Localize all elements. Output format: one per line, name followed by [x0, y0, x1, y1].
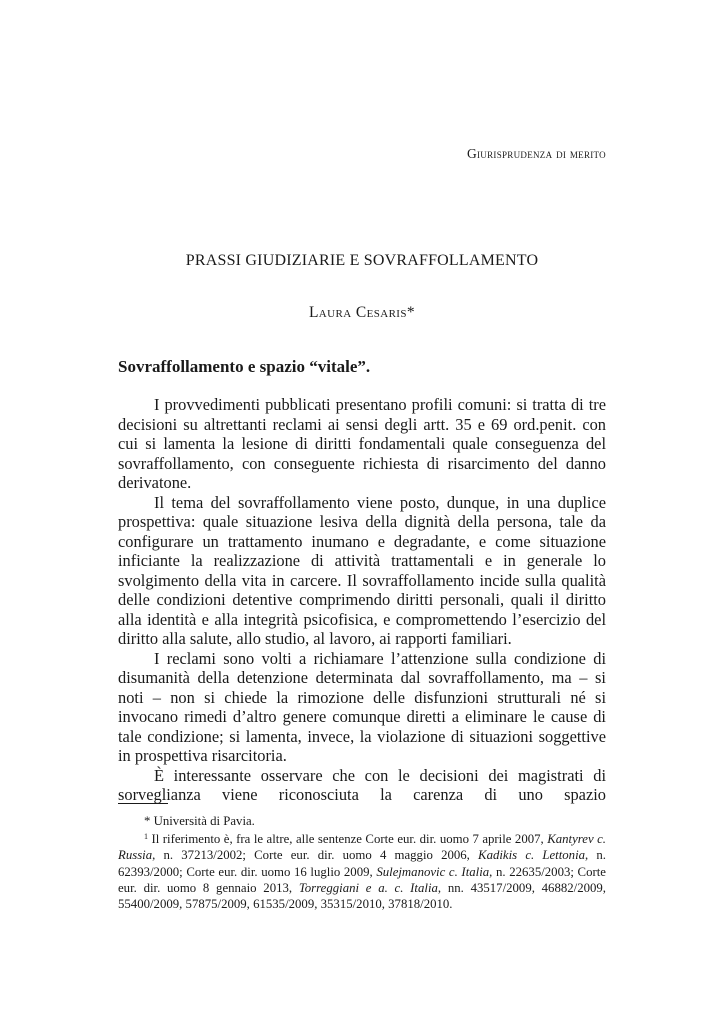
paragraph: I provvedimenti pubblicati presentano profili comuni: si tratta di tre decisioni su altrettanti reclami ai sensi degli artt. 35 e 69 ord.penit. con cui si lamenta la lesione di diritti fondamentali quale conseguenza del sovraffollamento, con conseguente richiesta di risarcimento del danno derivatone.: [118, 395, 606, 492]
footnote-1: [118, 829, 606, 912]
paragraph: È interessante osservare che con le decisioni dei magistrati di sorveglianza viene riconosciuta la carenza di uno spazio: [118, 765, 606, 804]
case-name: Torreggiani e a. c. Italia: [298, 880, 438, 895]
footnote-text: , n. 22635/2003; Corte eur. dir. uomo 8 gennaio 2013,: [118, 864, 606, 895]
footnote-text: , n. 62393/2000; Corte eur. dir. uomo 16 luglio 2009,: [118, 848, 606, 879]
case-name: Sulejmanovic c. Italia: [376, 864, 490, 879]
case-name: Kadikis c. Lettonia: [478, 848, 586, 863]
document-page: [118, 0, 606, 1024]
footnote-text: , nn. 43517/2009, 46882/2009, 55400/2009, 57875/2009, 61535/2009, 35315/2010, 37818/2010.: [118, 880, 607, 912]
article-author: Laura Cesaris*: [308, 304, 416, 321]
case-name: Kantyrev c. Russia: [118, 832, 607, 863]
footnote-marker: 1: [144, 832, 148, 842]
footnote-author-affiliation: * Università di Pavia.: [144, 814, 255, 828]
footnote-text: , n. 37213/2002; Corte eur. dir. uomo 4 maggio 2006,: [152, 848, 479, 863]
footnotes: [118, 813, 606, 912]
footnote-text: Il riferimento è, fra le altre, alle sentenze Corte eur. dir. uomo 7 aprile 2007,: [148, 832, 548, 847]
footnote-divider: [118, 803, 168, 804]
running-head: Giurisprudenza di merito: [466, 146, 606, 161]
section-heading: Sovraffollamento e spazio “vitale”.: [118, 357, 371, 376]
body-text: [118, 395, 606, 805]
paragraph: I reclami sono volti a richiamare l’attenzione sulla condizione di disumanità della detenzione determinata dal sovraffollamento, ma – si noti – non si chiede la rimozione delle disfunzioni strutturali né si invocano rimedi d’altro genere comunque diretti a eliminare le cause di tale condizione; si lamenta, invece, la violazione di situazioni soggettive in prospettiva risarcitoria.: [118, 648, 606, 765]
article-title: PRASSI GIUDIZIARIE E SOVRAFFOLLAMENTO: [185, 252, 539, 269]
paragraph: Il tema del sovraffollamento viene posto, dunque, in una duplice prospettiva: quale situazione lesiva della dignità della persona, tale da configurare un trattamento inumano e degradante, e come situazione inficiante la realizzazione di attività trattamentali e in generale lo svolgimento della vita in carcere. Il sovraffollamento incide sulla qualità delle condizioni detentive comprimendo diritti personali, quali il diritto alla identità e alla integrità psicofisica, e compromettendo l’esercizio del diritto alla salute, allo studio, al lavoro, ai rapporti familiari.: [118, 492, 606, 648]
